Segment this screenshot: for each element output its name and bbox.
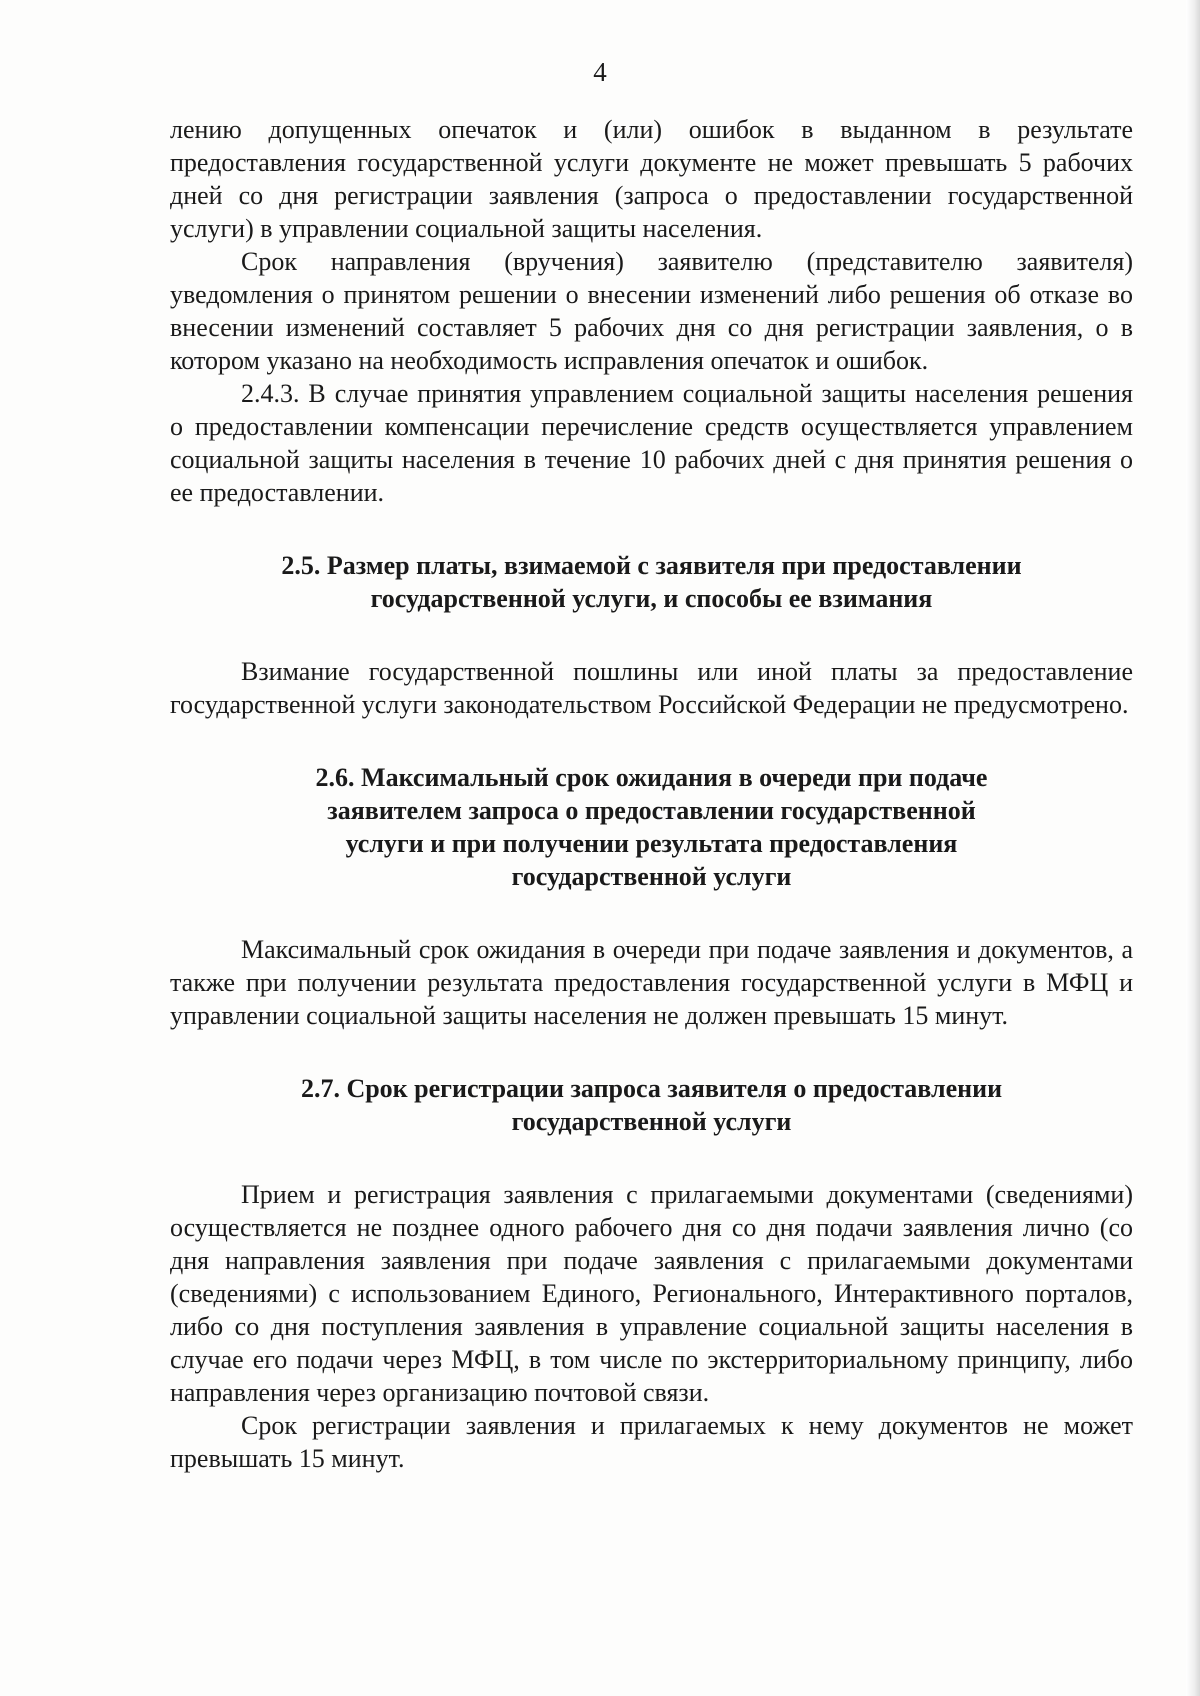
heading-line: 2.5. Размер платы, взимаемой с заявителя при предоставлении	[281, 551, 1022, 580]
heading-line: 2.7. Срок регистрации запроса заявителя о предоставлении	[300, 1074, 1003, 1103]
paragraph-registration: Прием и регистрация заявления с прилагаемыми документами (сведениями) осуществляется не позднее одного рабочего дня со дня подачи заявления лично (со дня направления заявления при подаче заявления с прилагаемыми документами (сведениями) с использованием Единого, Регионального, Интерактивного порталов, либо со дня поступления заявления в управление социальной защиты населения в случае его подачи через МФЦ, в том числе по экстерриториальному принципу, либо направления через организацию почтовой связи.	[170, 1180, 1133, 1407]
heading-section-2-7	[170, 1072, 1133, 1138]
paragraph-waiting-time: Максимальный срок ожидания в очереди при подаче заявления и документов, а также при получении результата предоставления государственной услуги в МФЦ и управлении социальной защиты населения не должен превышать 15 минут.	[170, 935, 1133, 1030]
document-body	[170, 113, 1133, 1475]
page-number: 4	[593, 57, 607, 87]
heading-section-2-6	[170, 761, 1133, 893]
heading-section-2-5	[170, 549, 1133, 615]
heading-line: услуги и при получении результата предоставления	[345, 829, 958, 858]
paragraph-2-4-3: 2.4.3. В случае принятия управлением социальной защиты населения решения о предоставлении компенсации перечисление средств осуществляется управлением социальной защиты населения в течение 10 рабочих дней с дня принятия решения о ее предоставлении.	[170, 379, 1133, 507]
heading-line: 2.6. Максимальный срок ожидания в очереди при подаче	[315, 763, 988, 792]
heading-line: государственной услуги, и способы ее взимания	[370, 584, 933, 613]
heading-line: государственной услуги	[511, 862, 792, 891]
heading-line: заявителем запроса о предоставлении государственной	[327, 796, 976, 825]
paragraph-registration-term: Срок регистрации заявления и прилагаемых к нему документов не может превышать 15 минут.	[170, 1411, 1133, 1473]
heading-line: государственной услуги	[511, 1107, 792, 1136]
paragraph-fee: Взимание государственной пошлины или иной платы за предоставление государственной услуги законодательством Российской Федерации не предусмотрено.	[170, 657, 1133, 719]
scan-edge	[1186, 0, 1200, 1696]
paragraph-continuation: лению допущенных опечаток и (или) ошибок в выданном в результате предоставления государственной услуги документе не может превышать 5 рабочих дней со дня регистрации заявления (запроса о предоставлении государственной услуги) в управлении социальной защиты населения.	[170, 115, 1133, 243]
paragraph-notification-term: Срок направления (вручения) заявителю (представителю заявителя) уведомления о принятом решении о внесении изменений либо решения об отказе во внесении изменений составляет 5 рабочих дня со дня регистрации заявления, о в котором указано на необходимость исправления опечаток и ошибок.	[170, 247, 1133, 375]
